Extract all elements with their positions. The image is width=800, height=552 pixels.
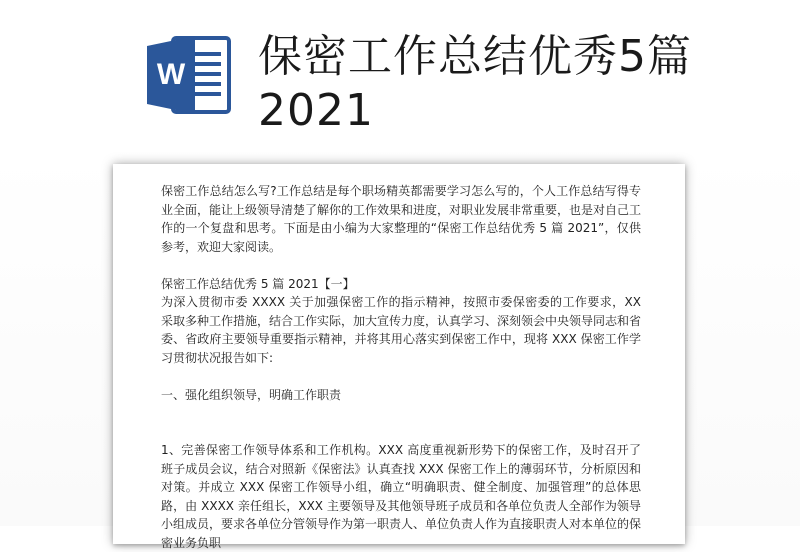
document-body [161, 182, 645, 552]
page-title: 保密工作总结优秀5篇2021 [258, 31, 692, 136]
spacer [161, 256, 641, 275]
body-paragraph: 1、完善保密工作领导体系和工作机构。XXX 高度重视新形势下的保密工作，及时召开了班子成员会议，结合对照新《保密法》认真查找 XXX 保密工作上的薄弱环节，分析原因和对策。并成立 XXX 保密工作领导小组，确立“明确职责、健全制度、加强管理”的总体思路，由 XXXX 亲任组长，XXX 主要领导及其他领导班子成员和各单位负责人全部作为领导小组成员，要求各单位分管领导作为第一职责人、单位负责人作为直接职责人对本单位的保密业务负职 [161, 443, 642, 550]
spacer [161, 404, 641, 441]
body-paragraph: 为深入贯彻市委 XXXX 关于加强保密工作的指示精神，按照市委保密委的工作要求，XX 采取多种工作措施，结合工作实际，加大宣传力度，认真学习、深刻领会中央领导同志和省委、省政府主要领导重要指示精神，并将其用心落实到保密工作中，现将 XXX 保密工作学习贯彻状况报告如下: [161, 295, 645, 365]
word-doc-icon [143, 30, 233, 120]
document-page[interactable] [113, 164, 685, 550]
document-header [0, 0, 800, 150]
intro-paragraph: 保密工作总结怎么写?工作总结是每个职场精英都需要学习怎么写的，个人工作总结写得专业全面，能让上级领导清楚了解你的工作效果和进度，对职业发展非常重要，也是对自己工作的一个复盘和思考。下面是由小编为大家整理的“保密工作总结优秀 5 篇 2021”，仅供参考，欢迎大家阅读。 [161, 184, 642, 254]
svg-text:W: W [156, 58, 186, 91]
section-heading: 一、强化组织领导，明确工作职责 [161, 387, 342, 402]
section-title: 保密工作总结优秀 5 篇 2021【一】 [161, 276, 355, 291]
spacer [161, 367, 641, 386]
